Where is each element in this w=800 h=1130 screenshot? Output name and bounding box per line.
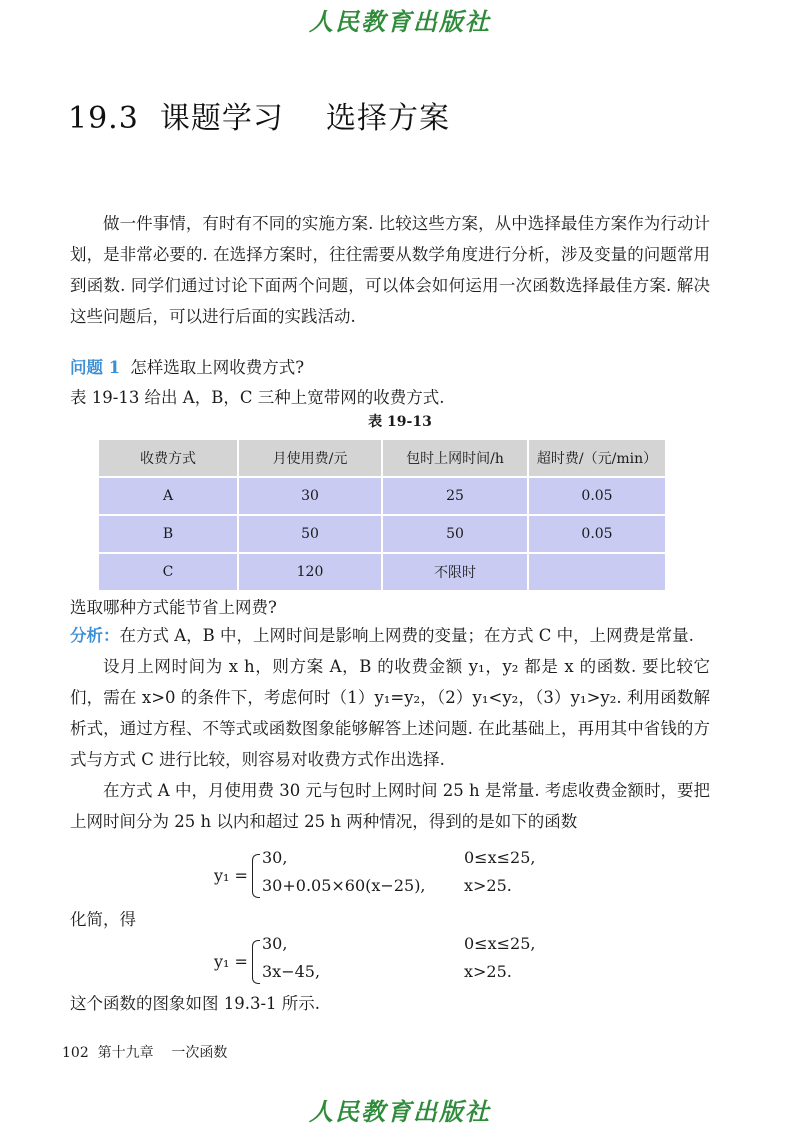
- fee-table: [97, 438, 667, 592]
- table-cell: 0.05: [528, 515, 666, 553]
- table-cell: A: [98, 477, 238, 515]
- analysis-block: [70, 620, 710, 837]
- after-table-question: 选取哪种方式能节省上网费?: [70, 598, 277, 617]
- table-cell: 25: [382, 477, 528, 515]
- formula-case-2: 30+0.05×60(x−25),: [262, 876, 426, 895]
- header-cell: 包时上网时间/h: [382, 439, 528, 477]
- table-cell: 30: [238, 477, 382, 515]
- table-row: [98, 515, 666, 553]
- publisher-logo-bottom: 人民教育出版社: [309, 1097, 491, 1126]
- simplify-text: 化简，得: [70, 910, 136, 929]
- brace-icon: [252, 940, 260, 984]
- table-row: [98, 553, 666, 591]
- table-cell: 不限时: [382, 553, 528, 591]
- formula-condition-1: 0≤x≤25,: [464, 848, 536, 867]
- formula-lhs: y₁ =: [214, 866, 248, 885]
- intro-text: 做一件事情，有时有不同的实施方案. 比较这些方案，从中选择最佳方案作为行动计划，是非常必要的. 在选择方案时，往往需要从数学角度进行分析，涉及变量的问题常用到函数. 同学们通过讨论下面两个问题，可以体会如何运用一次函数选择最佳方案. 解决这些问题后，可以进行后面的实践活动.: [70, 214, 710, 326]
- formula-case-1: 30,: [262, 848, 288, 867]
- section-title: 19.3 课题学习 选择方案: [68, 101, 451, 136]
- page-footer: 102 第十九章 一次函数: [62, 1045, 228, 1061]
- table-cell: 50: [238, 515, 382, 553]
- analysis-paragraph: [70, 620, 710, 651]
- analysis-paragraph-2: 设月上网时间为 x h，则方案 A，B 的收费金额 y₁，y₂ 都是 x 的函数. 要比较它们，需在 x>0 的条件下，考虑何时（1）y₁=y₂，（2）y₁<y₂，（3）y₁>y₂. 利用函数解析式，通过方程、不等式或函数图象能够解答上述问题. 在此基础上，再用其中省钱的方式与方式 C 进行比较，则容易对收费方式作出选择.: [70, 657, 710, 769]
- analysis-text: 在方式 A，B 中，上网时间是影响上网费的变量；在方式 C 中，上网费是常量.: [119, 626, 694, 645]
- table-intro: 表 19-13 给出 A，B，C 三种上宽带网的收费方式.: [70, 388, 445, 407]
- table-cell: B: [98, 515, 238, 553]
- table-cell: C: [98, 553, 238, 591]
- problem-label: 问题 1: [70, 358, 121, 377]
- formula-lhs: y₁ =: [214, 952, 248, 971]
- analysis-label: 分析：: [70, 626, 120, 645]
- figure-reference: 这个函数的图象如图 19.3-1 所示.: [70, 994, 321, 1013]
- intro-paragraph: [70, 208, 710, 332]
- brace-icon: [252, 854, 260, 898]
- table-cell: 50: [382, 515, 528, 553]
- publisher-logo-top: 人民教育出版社: [309, 7, 491, 36]
- analysis-paragraph-3: 在方式 A 中，月使用费 30 元与包时上网时间 25 h 是常量. 考虑收费金额时，要把上网时间分为 25 h 以内和超过 25 h 两种情况，得到的是如下的函数: [70, 781, 710, 831]
- formula-case-1: 30,: [262, 934, 288, 953]
- table-row: [98, 477, 666, 515]
- formula-condition-2: x>25.: [464, 962, 512, 981]
- table-cell: 120: [238, 553, 382, 591]
- formula-condition-2: x>25.: [464, 876, 512, 895]
- formula-case-2: 3x−45,: [262, 962, 321, 981]
- header-cell: 月使用费/元: [238, 439, 382, 477]
- header-cell: 收费方式: [98, 439, 238, 477]
- problem-question: 怎样选取上网收费方式?: [130, 358, 305, 377]
- table-cell: [528, 553, 666, 591]
- table-cell: 0.05: [528, 477, 666, 515]
- table-caption: 表 19-13: [368, 414, 432, 430]
- formula-condition-1: 0≤x≤25,: [464, 934, 536, 953]
- header-cell: 超时费/（元/min）: [528, 439, 666, 477]
- problem-1-line: [70, 354, 304, 378]
- table-header-row: [98, 439, 666, 477]
